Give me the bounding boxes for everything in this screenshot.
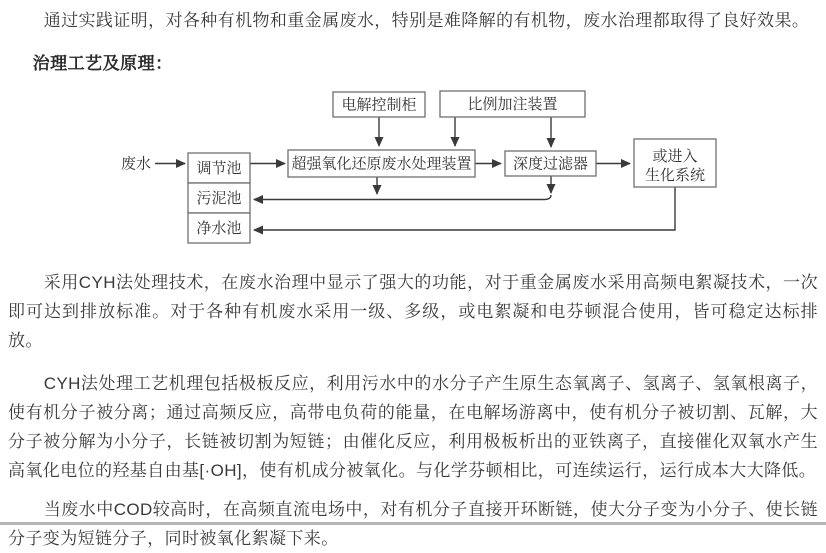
oxidation-unit-label: 超强氧化还原废水处理装置: [291, 155, 472, 173]
biochemical-system-label-line2: 生化系统: [644, 167, 706, 184]
node-sludge-tank: [188, 183, 250, 213]
proportional-dosing-label: 比例加注装置: [467, 96, 558, 113]
biochemical-system-label-line1: 或进入: [652, 148, 698, 165]
node-biochemical-system: [634, 139, 716, 187]
node-clean-water-tank: [188, 213, 250, 243]
cyh-technology-paragraph: 采用CYH法处理技术，在废水治理中显示了强大的功能，对于重金属废水采用高频电絮凝技术，一次即可达到排放标准。对于各种有机废水采用一级、多级，或电絮凝和电芬顿混合使用，皆可稳定达标排放。: [8, 273, 818, 350]
feedwater-label: 废水: [120, 155, 152, 173]
depth-filter-label: 深度过滤器: [512, 155, 589, 173]
node-electrolysis-cabinet: [333, 92, 425, 117]
regulating-tank-label: 调节池: [196, 160, 242, 177]
node-regulating-tank: [188, 153, 250, 183]
electrolysis-cabinet-label: 电解控制柜: [341, 96, 417, 114]
node-proportional-dosing: [440, 91, 585, 117]
line-biochemical-to-clean-water-tank: [254, 187, 675, 230]
bottom-divider: [0, 522, 826, 525]
cod-paragraph: 当废水中COD较高时，在高频直流电场中，对有机分子直接开环断链，使大分子变为小分子、使长链分子变为短链分子，同时被氧化絮凝下来。: [8, 500, 818, 548]
cyh-mechanism-paragraph: CYH法处理工艺机理包括极板反应，利用污水中的水分子产生原生态氧离子、氢离子、氢氧根离子，使有机分子被分离；通过高频反应，高带电负荷的能量，在电解场游离中，使有机分子被切割、瓦解，大分子被分解为小分子，长链被切割为短链；由催化反应，利用极板析出的亚铁离子，直接催化双氧水产生高氧化电位的羟基自由基[·OH]，使有机成分被氧化。与化学芬顿相比，可连续运行，运行成本大大降低。: [8, 374, 818, 480]
intro-paragraph: 通过实践证明，对各种有机物和重金属废水，特别是难降解的有机物，废水治理都取得了良好效果。: [43, 11, 810, 30]
process-flow-diagram: [8, 84, 826, 254]
node-depth-filter: [505, 151, 596, 176]
section-heading: 治理工艺及原理：: [32, 54, 173, 73]
line-return-to-sludge-tank: [254, 195, 551, 200]
node-oxidation-unit: [288, 150, 475, 177]
clean-water-tank-label: 净水池: [196, 220, 242, 237]
sludge-tank-label: 污泥池: [196, 190, 242, 207]
